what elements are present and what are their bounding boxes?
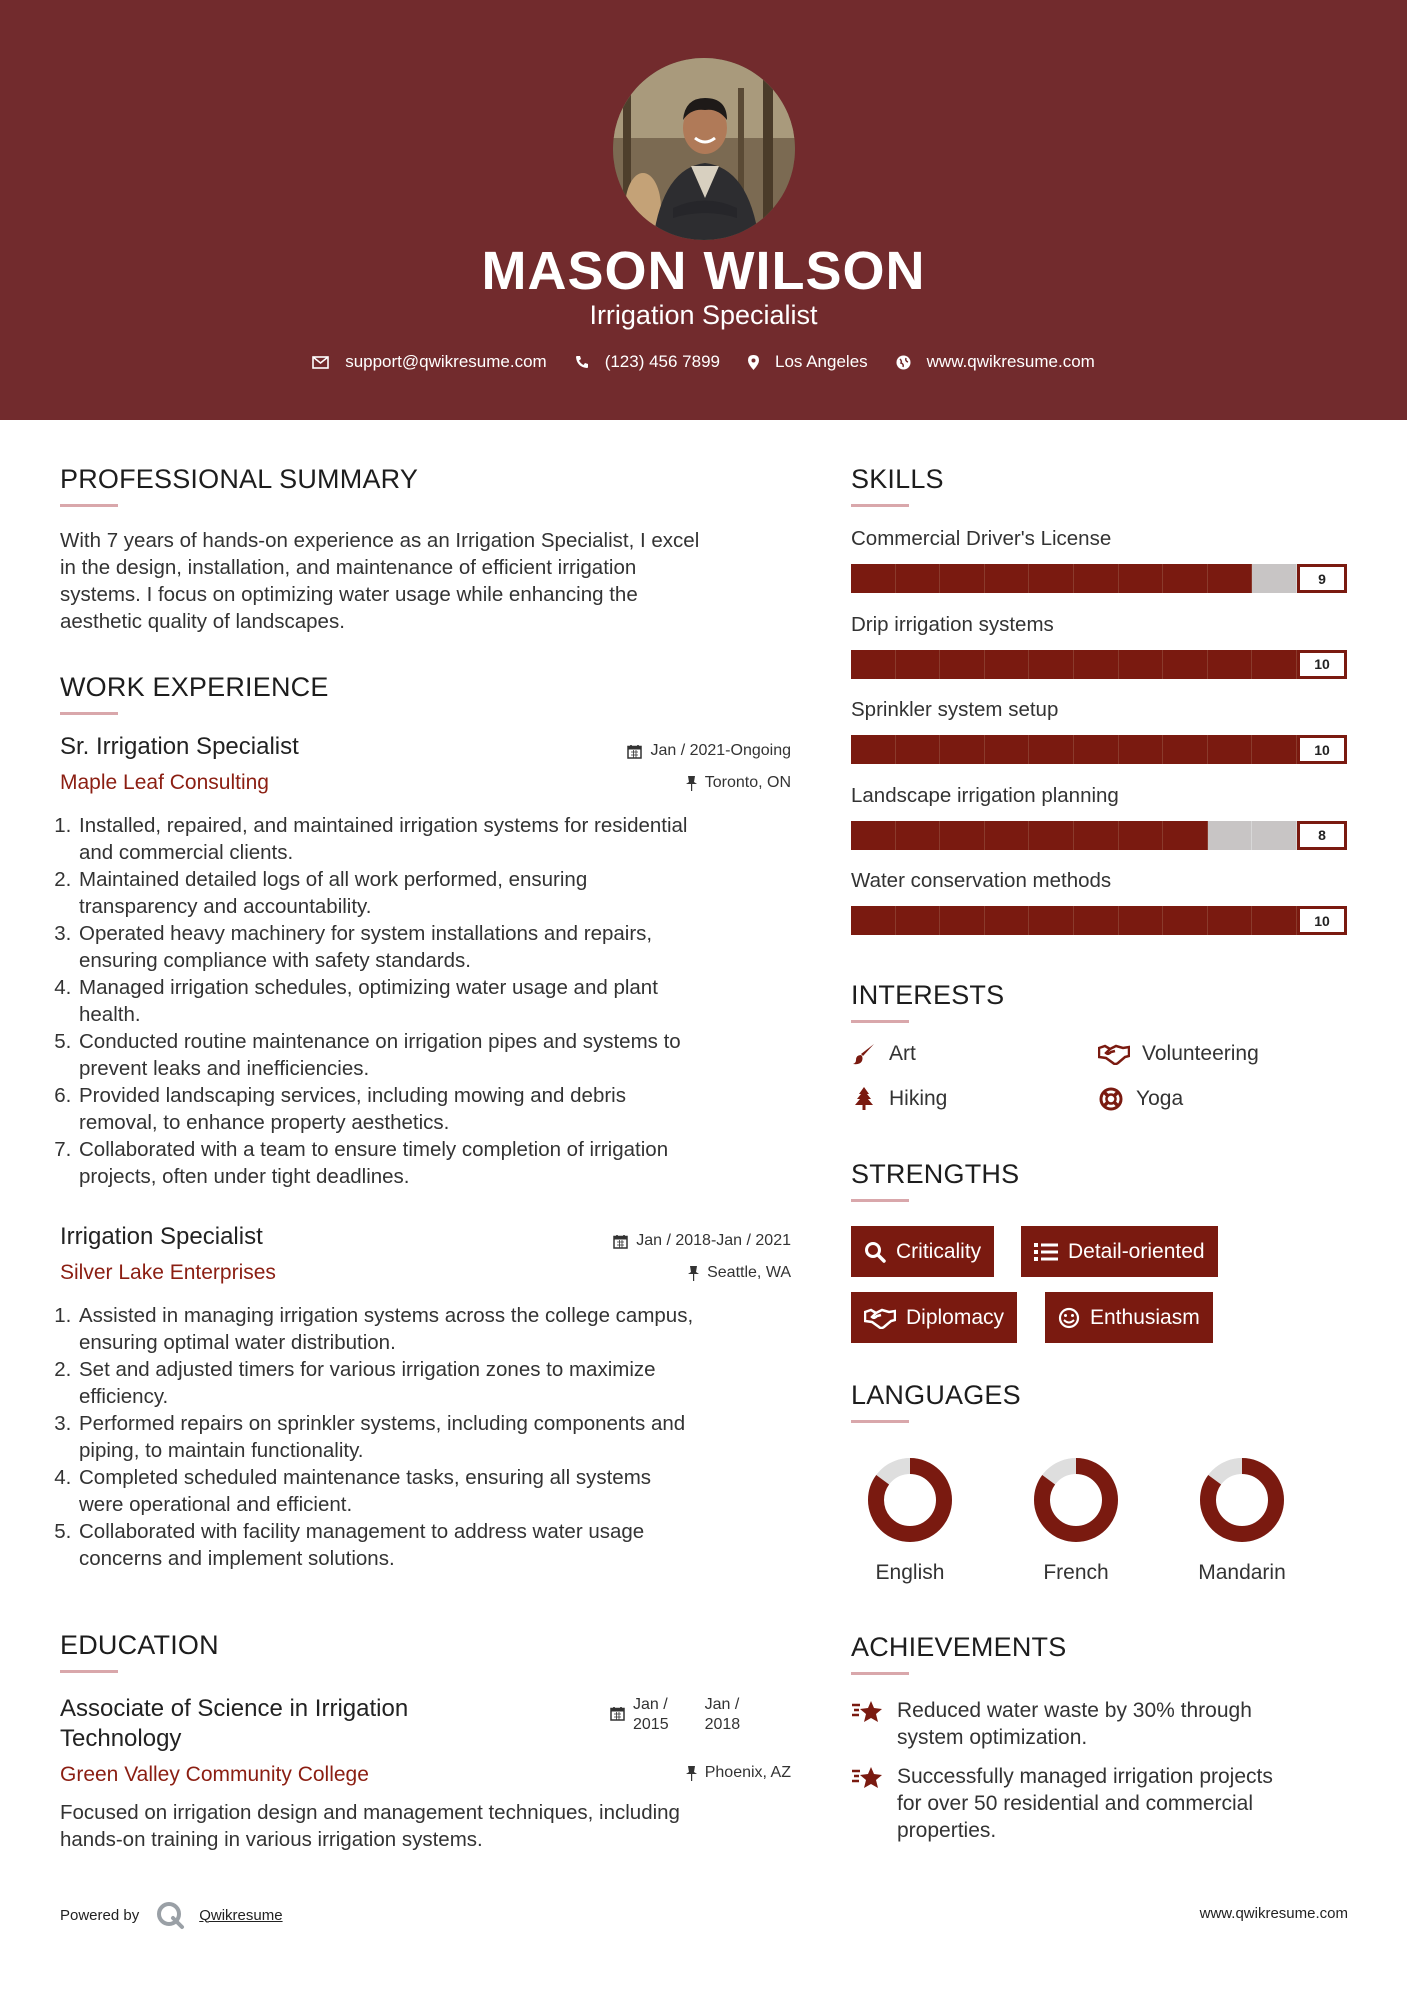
skill-label: Sprinkler system setup	[851, 698, 1059, 721]
skill-segment	[1208, 650, 1253, 679]
achievement-item: Reduced water waste by 30% through system optimization.	[851, 1697, 1351, 1751]
strength-badge-diplomacy: Diplomacy	[851, 1292, 1017, 1343]
contact-location	[748, 352, 868, 372]
skill-segment	[940, 735, 985, 764]
star-award-icon	[851, 1699, 885, 1751]
job-title: Sr. Irrigation Specialist	[60, 733, 299, 760]
duty-item: 4. Completed scheduled maintenance tasks, ensuring all systems were operational and efficient.	[77, 1464, 805, 1518]
contact-website[interactable]	[896, 352, 1095, 372]
summary-line: aesthetic quality of landscapes.	[60, 610, 345, 633]
skill-segment	[1163, 650, 1208, 679]
calendar-icon	[610, 1706, 625, 1721]
job-location	[560, 774, 791, 792]
education-heading: EDUCATION	[60, 1630, 219, 1660]
skill-bar	[851, 735, 1347, 764]
language-donut	[860, 1450, 960, 1550]
paintbrush-icon	[851, 1041, 877, 1067]
job-dates-text: Jan / 2018-Jan / 2021	[636, 1232, 791, 1249]
skills-heading: SKILLS	[851, 464, 944, 494]
search-icon	[864, 1241, 886, 1263]
phone-icon	[575, 355, 589, 369]
skill-segment	[851, 821, 896, 850]
skill-segment	[1119, 735, 1164, 764]
language-donut	[1026, 1450, 1126, 1550]
summary-heading: PROFESSIONAL SUMMARY	[60, 464, 419, 494]
school-name: Green Valley Community College	[60, 1763, 369, 1786]
duty-item: 5. Conducted routine maintenance on irrigation pipes and systems to prevent leaks and inefficiencies.	[77, 1028, 805, 1082]
skill-segment	[1119, 650, 1164, 679]
interest-item-yoga: Yoga	[1098, 1086, 1183, 1112]
job-duties-list	[55, 812, 805, 1190]
star-award-icon	[851, 1765, 885, 1844]
strength-badge-criticality: Criticality	[851, 1226, 994, 1277]
skill-segment	[940, 650, 985, 679]
duty-item: 3. Operated heavy machinery for system installations and repairs, ensuring compliance with safety standards.	[77, 920, 805, 974]
pushpin-icon	[686, 776, 697, 791]
summary-line: With 7 years of hands-on experience as an Irrigation Specialist, I excel	[60, 529, 700, 552]
skill-bar	[851, 564, 1347, 593]
skill-segment	[896, 735, 941, 764]
list-icon	[1034, 1242, 1058, 1262]
skill-segment	[1163, 735, 1208, 764]
smile-icon	[1058, 1307, 1080, 1329]
strengths-heading: STRENGTHS	[851, 1159, 1020, 1189]
duty-item: 6. Provided landscaping services, including mowing and debris removal, to enhance property aesthetics.	[77, 1082, 805, 1136]
skill-segment	[1252, 564, 1297, 593]
experience-heading: WORK EXPERIENCE	[60, 672, 329, 702]
language-label: French	[1043, 1561, 1109, 1584]
tree-icon	[851, 1086, 877, 1112]
duty-item: 1. Assisted in managing irrigation systems across the college campus, ensuring optimal water distribution.	[77, 1302, 805, 1356]
achievements-rule	[851, 1672, 909, 1675]
pushpin-icon	[686, 1766, 697, 1781]
skill-segment	[1208, 735, 1253, 764]
globe-icon	[896, 355, 911, 370]
skill-segment	[1029, 564, 1074, 593]
skill-segment	[1119, 906, 1164, 935]
strength-badge-detail-oriented: Detail-oriented	[1021, 1226, 1218, 1277]
email-text: support@qwikresume.com	[345, 352, 547, 371]
map-pin-icon	[748, 355, 759, 370]
company-name: Silver Lake Enterprises	[60, 1261, 276, 1284]
envelope-icon	[312, 356, 329, 369]
header-banner	[0, 0, 1407, 420]
skill-segment	[985, 735, 1030, 764]
skill-segment	[896, 821, 941, 850]
interests-rule	[851, 1020, 909, 1023]
contact-phone[interactable]	[575, 352, 720, 372]
website-text: www.qwikresume.com	[926, 352, 1095, 371]
language-label: Mandarin	[1198, 1561, 1286, 1584]
skill-segment	[940, 564, 985, 593]
lifebuoy-icon	[1098, 1086, 1124, 1112]
education-description: Focused on irrigation design and management techniques, including hands-on training in various irrigation systems.	[60, 1801, 680, 1851]
education-location	[560, 1764, 791, 1782]
skill-segment	[851, 735, 896, 764]
profile-photo	[613, 58, 795, 240]
skill-segment	[1119, 821, 1164, 850]
skill-segment	[1029, 650, 1074, 679]
skill-segment	[985, 821, 1030, 850]
summary-line: systems. I focus on optimizing water usage while enhancing the	[60, 583, 638, 606]
skill-label: Water conservation methods	[851, 869, 1112, 892]
skill-segment	[851, 564, 896, 593]
handshake-icon	[1098, 1041, 1130, 1067]
skill-segment	[940, 906, 985, 935]
duty-item: 4. Managed irrigation schedules, optimizing water usage and plant health.	[77, 974, 805, 1028]
skill-segment	[1208, 906, 1253, 935]
skill-segment	[940, 821, 985, 850]
job-dates	[560, 742, 791, 760]
skill-segment	[1163, 564, 1208, 593]
contact-row	[0, 352, 1407, 372]
skill-segment	[1208, 821, 1253, 850]
duty-item: 7. Collaborated with a team to ensure timely completion of irrigation projects, often under tight deadlines.	[77, 1136, 805, 1190]
duty-item: 1. Installed, repaired, and maintained irrigation systems for residential and commercial clients.	[77, 812, 805, 866]
education-end: Jan / 2018	[704, 1696, 741, 1733]
education-dates	[610, 1695, 740, 1735]
education-location-text: Phoenix, AZ	[704, 1764, 791, 1781]
degree-line: Technology	[60, 1725, 182, 1752]
experience-rule	[60, 712, 118, 715]
language-label: English	[875, 1561, 945, 1584]
skills-rule	[851, 504, 909, 507]
skill-segment	[1029, 821, 1074, 850]
qwikresume-logo-icon	[155, 1900, 185, 1930]
job-title: Irrigation Specialist	[60, 1223, 263, 1250]
skill-segment	[896, 906, 941, 935]
skill-label: Landscape irrigation planning	[851, 783, 1119, 807]
skill-segment	[985, 906, 1030, 935]
skill-level-badge: 10	[1297, 650, 1347, 679]
achievements-heading: ACHIEVEMENTS	[851, 1632, 1067, 1662]
handshake-icon	[864, 1307, 896, 1329]
skill-segment	[1208, 564, 1253, 593]
duty-item: 2. Set and adjusted timers for various irrigation zones to maximize efficiency.	[77, 1356, 805, 1410]
skill-level-badge: 9	[1297, 564, 1347, 593]
job-location-text: Seattle, WA	[707, 1264, 791, 1281]
skill-label: Drip irrigation systems	[851, 612, 1054, 636]
footer-site[interactable]: www.qwikresume.com	[1199, 1905, 1348, 1922]
skill-segment	[1163, 906, 1208, 935]
phone-text: (123) 456 7899	[604, 352, 721, 371]
duty-item: 3. Performed repairs on sprinkler systems, including components and piping, to maintain functionality.	[77, 1410, 805, 1464]
location-text: Los Angeles	[775, 352, 868, 371]
language-donut	[1192, 1450, 1292, 1550]
skill-segment	[1252, 821, 1297, 850]
skill-segment	[1119, 564, 1164, 593]
skill-segment	[1074, 650, 1119, 679]
skill-segment	[985, 564, 1030, 593]
skill-segment	[1074, 906, 1119, 935]
skill-segment	[1029, 906, 1074, 935]
brand-link[interactable]: Qwikresume	[199, 1906, 283, 1924]
education-rule	[60, 1670, 118, 1673]
languages-heading: LANGUAGES	[851, 1380, 1021, 1410]
job-duties-list	[55, 1302, 805, 1572]
summary-text	[60, 527, 800, 635]
skill-segment	[985, 650, 1030, 679]
interest-item-volunteering: Volunteering	[1098, 1041, 1259, 1067]
education-start: Jan / 2015	[633, 1696, 669, 1733]
skill-segment	[1029, 735, 1074, 764]
skill-bar	[851, 650, 1347, 679]
skill-segment	[896, 564, 941, 593]
skill-segment	[1074, 564, 1119, 593]
contact-email[interactable]	[312, 352, 547, 372]
skill-segment	[1163, 821, 1208, 850]
powered-by-text: Powered by	[60, 1906, 140, 1924]
company-name: Maple Leaf Consulting	[60, 771, 269, 794]
interest-item-hiking: Hiking	[851, 1086, 947, 1112]
skill-segment	[1252, 650, 1297, 679]
skill-segment	[851, 650, 896, 679]
duty-item: 5. Collaborated with facility management to address water usage concerns and implement solutions.	[77, 1518, 805, 1572]
candidate-name: MASON WILSON	[481, 241, 926, 301]
footer-powered-by	[60, 1900, 283, 1930]
skill-segment	[896, 650, 941, 679]
skill-bar	[851, 906, 1347, 935]
job-dates	[560, 1232, 791, 1250]
skill-segment	[851, 906, 896, 935]
skill-level-badge: 10	[1297, 735, 1347, 764]
skill-label: Commercial Driver's License	[851, 527, 1112, 550]
strengths-rule	[851, 1199, 909, 1202]
skill-segment	[1252, 735, 1297, 764]
duty-item: 2. Maintained detailed logs of all work performed, ensuring transparency and accountability.	[77, 866, 805, 920]
skill-segment	[1252, 906, 1297, 935]
skill-bar	[851, 821, 1347, 850]
skill-level-badge: 10	[1297, 906, 1347, 935]
pushpin-icon	[688, 1266, 699, 1281]
calendar-icon	[613, 1234, 628, 1249]
candidate-role: Irrigation Specialist	[589, 300, 818, 330]
interests-heading: INTERESTS	[851, 980, 1005, 1010]
degree-title	[60, 1694, 408, 1754]
job-location-text: Toronto, ON	[704, 774, 791, 791]
job-dates-text: Jan / 2021-Ongoing	[650, 742, 791, 759]
skill-segment	[1074, 735, 1119, 764]
skill-level-badge: 8	[1297, 821, 1347, 850]
summary-rule	[60, 504, 118, 507]
skill-segment	[1074, 821, 1119, 850]
calendar-icon	[627, 744, 642, 759]
achievement-item: Successfully managed irrigation projects for over 50 residential and commercial properties.	[851, 1763, 1351, 1844]
summary-line: in the design, installation, and maintenance of efficient irrigation	[60, 556, 637, 579]
strength-badge-enthusiasm: Enthusiasm	[1045, 1292, 1213, 1343]
languages-rule	[851, 1420, 909, 1423]
degree-line: Associate of Science in Irrigation	[60, 1695, 409, 1722]
job-location	[560, 1264, 791, 1282]
interest-item-art: Art	[851, 1041, 916, 1067]
